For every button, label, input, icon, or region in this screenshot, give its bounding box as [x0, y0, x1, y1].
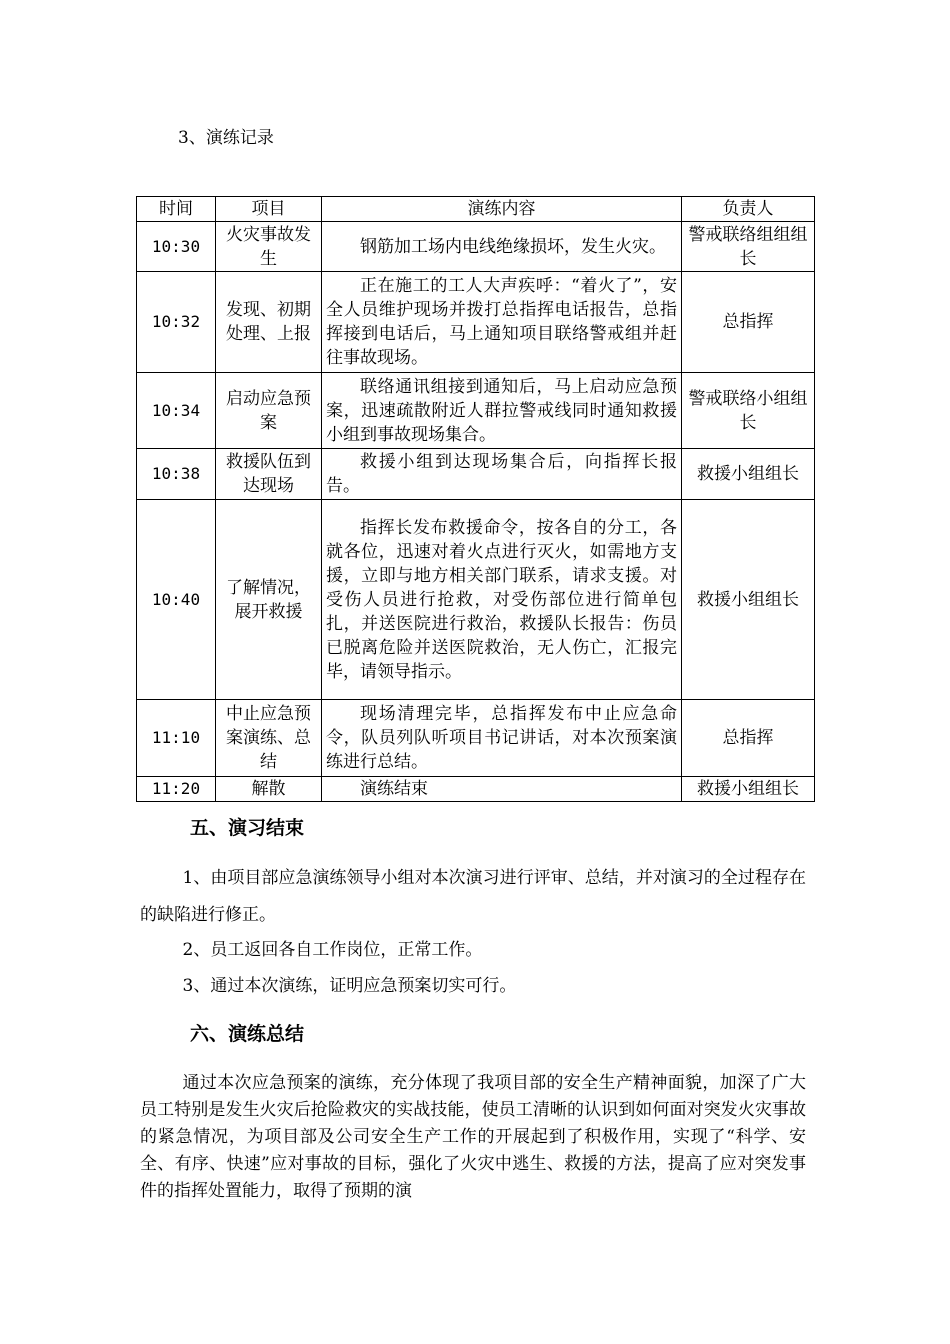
section-5-item-1: 1、由项目部应急演练领导小组对本次演习进行评审、总结，并对演习的全过程存在的缺陷进行修正。: [140, 868, 806, 925]
cell-time: 10:38: [137, 449, 216, 500]
section-5-title: 五、演习结束: [190, 817, 305, 839]
header-content: 演练内容: [322, 197, 682, 222]
cell-content: 演练结束: [322, 777, 682, 802]
table-row: [137, 222, 815, 272]
cell-item: 中止应急预案演练、总结: [216, 700, 322, 777]
cell-item: 发现、初期处理、上报: [216, 272, 322, 373]
table-row: [137, 272, 815, 373]
cell-item: 启动应急预案: [216, 373, 322, 449]
section-6-body: 通过本次应急预案的演练，充分体现了我项目部的安全生产精神面貌，加深了广大员工特别是发生火灾后抢险救灾的实战技能，使员工清晰的认识到如何面对突发火灾事故的紧急情况，为项目部及公司安全生产工作的开展起到了积极作用，实现了“科学、安全、有序、快速”应对事故的目标，强化了火灾中逃生、救援的方法，提高了应对突发事件的指挥处置能力，取得了预期的演: [140, 1073, 806, 1201]
cell-owner: 总指挥: [682, 700, 815, 777]
cell-content: 指挥长发布救援命令，按各自的分工，各就各位，迅速对着火点进行灭火，如需地方支援，立即与地方相关部门联系，请求支援。对受伤人员进行抢救，对受伤部位进行简单包扎，并送医院进行救治，救援队长报告：伤员已脱离危险并送医院救治，无人伤亡，汇报完毕，请领导指示。: [322, 500, 682, 700]
table-row: [137, 700, 815, 777]
cell-time: 10:34: [137, 373, 216, 449]
cell-owner: 警戒联络小组组长: [682, 373, 815, 449]
cell-owner: 救援小组组长: [682, 449, 815, 500]
cell-content: 联络通讯组接到通知后，马上启动应急预案，迅速疏散附近人群拉警戒线同时通知救援小组到事故现场集合。: [322, 373, 682, 449]
table-row: [137, 500, 815, 700]
section-5-item-3: 3、通过本次演练，证明应急预案切实可行。: [182, 976, 517, 996]
table-header-row: [137, 197, 815, 222]
cell-owner: 救援小组组长: [682, 500, 815, 700]
cell-time: 11:10: [137, 700, 216, 777]
header-time: 时间: [137, 197, 216, 222]
cell-time: 10:40: [137, 500, 216, 700]
table-row: [137, 373, 815, 449]
cell-content: 正在施工的工人大声疾呼：“着火了”，安全人员维护现场并拨打总指挥电话报告，总指挥接到电话后，马上通知项目联络警戒组并赶往事故现场。: [322, 272, 682, 373]
cell-owner: 警戒联络组组组长: [682, 222, 815, 272]
section-6-title: 六、演练总结: [190, 1023, 305, 1045]
cell-content: 钢筋加工场内电线绝缘损坏，发生火灾。: [322, 222, 682, 272]
cell-item: 解散: [216, 777, 322, 802]
cell-item: 救援队伍到达现场: [216, 449, 322, 500]
cell-item: 火灾事故发生: [216, 222, 322, 272]
cell-content: 救援小组到达现场集合后，向指挥长报告。: [322, 449, 682, 500]
cell-content: 现场清理完毕，总指挥发布中止应急命令，队员列队听项目书记讲话，对本次预案演练进行总结。: [322, 700, 682, 777]
table-row: [137, 449, 815, 500]
cell-time: 11:20: [137, 777, 216, 802]
header-item: 项目: [216, 197, 322, 222]
drill-record-table: [136, 196, 815, 802]
cell-time: 10:32: [137, 272, 216, 373]
section-5-item-2: 2、员工返回各自工作岗位，正常工作。: [182, 940, 483, 960]
cell-item: 了解情况，展开救援: [216, 500, 322, 700]
section-label: 3、演练记录: [178, 128, 274, 148]
cell-time: 10:30: [137, 222, 216, 272]
cell-owner: 总指挥: [682, 272, 815, 373]
table-row: [137, 777, 815, 802]
header-owner: 负责人: [682, 197, 815, 222]
cell-owner: 救援小组组长: [682, 777, 815, 802]
